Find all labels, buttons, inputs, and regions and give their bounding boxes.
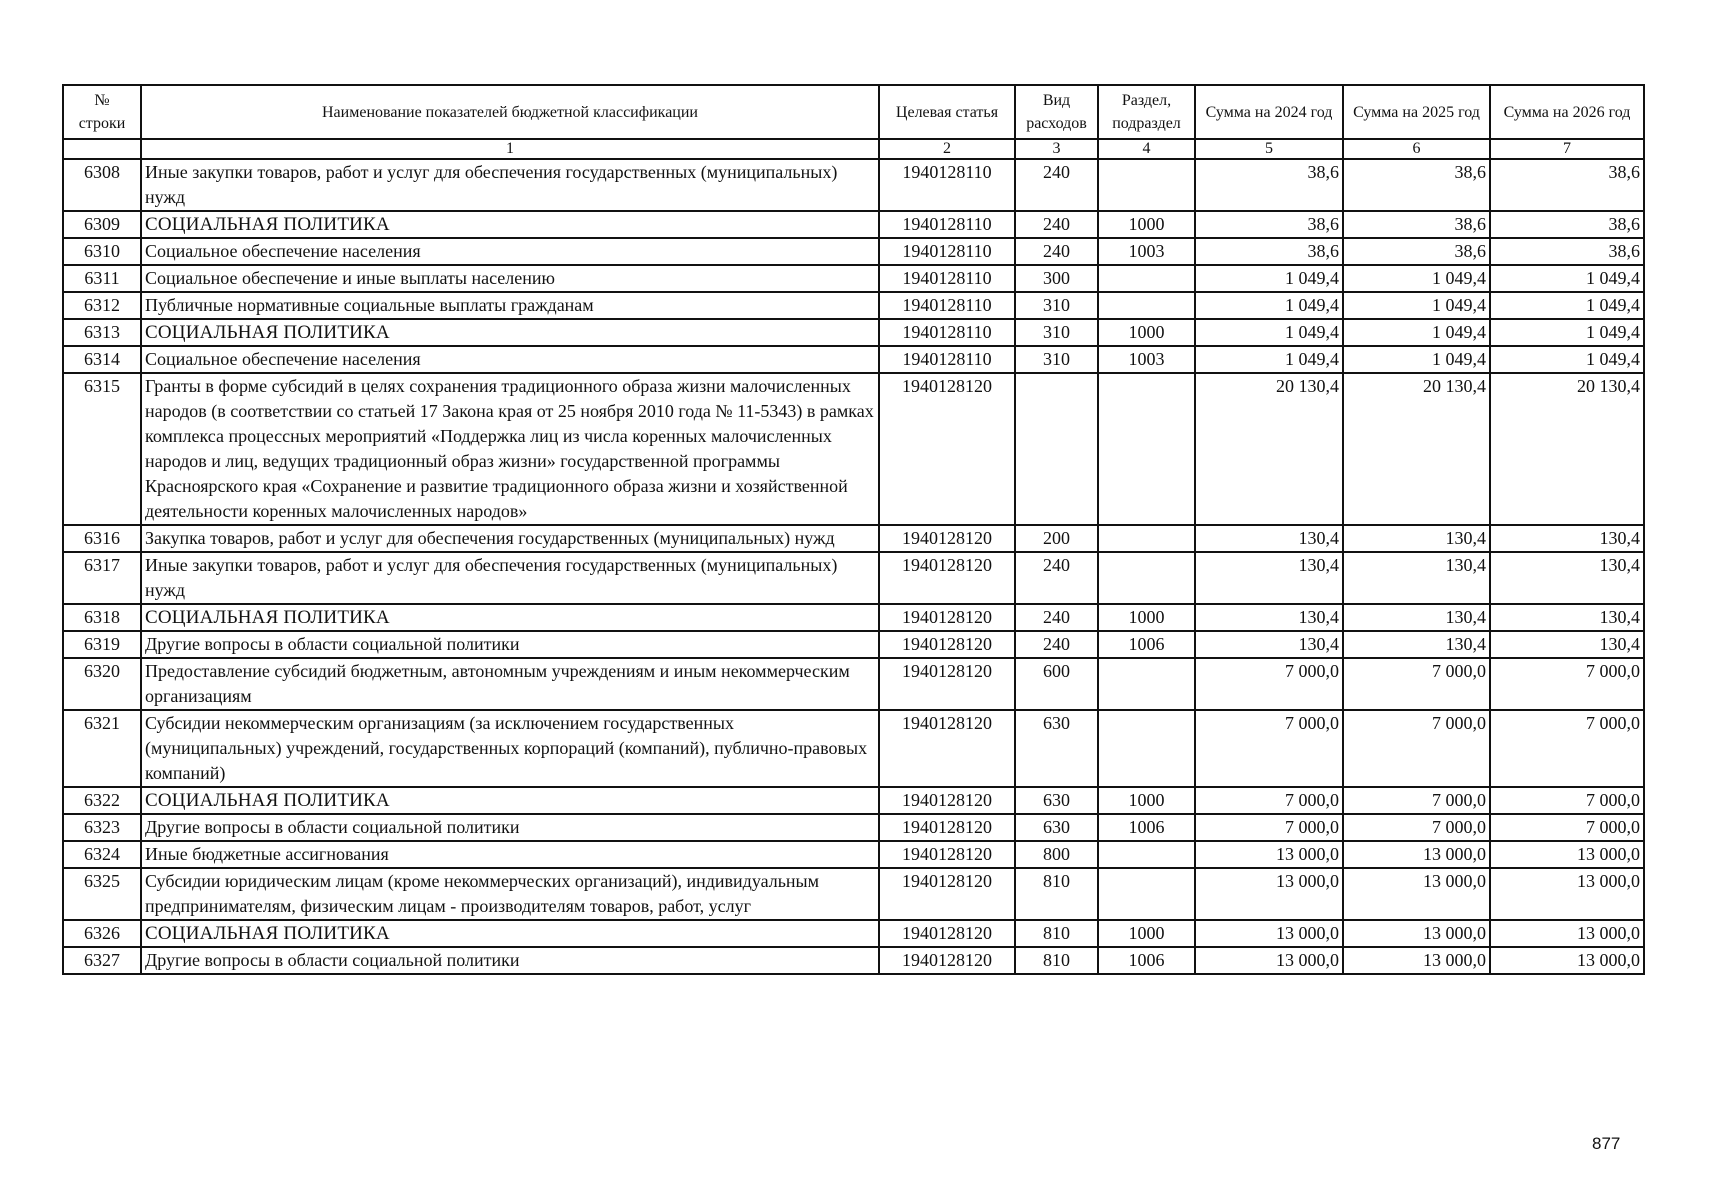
row-sum-2026: 130,4	[1490, 525, 1644, 552]
table-row	[63, 920, 1644, 947]
row-name: Иные закупки товаров, работ и услуг для обеспечения государственных (муниципальных) нужд	[141, 552, 879, 604]
table-row	[63, 787, 1644, 814]
row-target-article: 1940128120	[879, 604, 1015, 631]
column-number: 3	[1015, 139, 1098, 159]
row-number: 6319	[63, 631, 141, 658]
row-sum-2026: 1 049,4	[1490, 346, 1644, 373]
row-sum-2025: 7 000,0	[1343, 814, 1490, 841]
row-sum-2025: 1 049,4	[1343, 319, 1490, 346]
row-sum-2025: 13 000,0	[1343, 841, 1490, 868]
row-sum-2025: 7 000,0	[1343, 710, 1490, 787]
row-section: 1000	[1098, 604, 1195, 631]
row-sum-2024: 130,4	[1195, 604, 1343, 631]
row-name: Другие вопросы в области социальной политики	[141, 631, 879, 658]
table-row	[63, 947, 1644, 974]
row-sum-2024: 1 049,4	[1195, 265, 1343, 292]
row-name: СОЦИАЛЬНАЯ ПОЛИТИКА	[141, 604, 879, 631]
row-name: Социальное обеспечение населения	[141, 238, 879, 265]
column-number	[63, 139, 141, 159]
row-name: Субсидии юридическим лицам (кроме некоммерческих организаций), индивидуальным предпринимателям, физическим лицам - производителям товаров, работ, услуг	[141, 868, 879, 920]
header-sum-2026: Сумма на 2026 год	[1490, 85, 1644, 139]
row-sum-2024: 1 049,4	[1195, 292, 1343, 319]
row-sum-2026: 13 000,0	[1490, 841, 1644, 868]
row-number: 6316	[63, 525, 141, 552]
row-expense-type: 630	[1015, 814, 1098, 841]
row-expense-type: 600	[1015, 658, 1098, 710]
row-target-article: 1940128120	[879, 710, 1015, 787]
table-row	[63, 292, 1644, 319]
row-target-article: 1940128120	[879, 868, 1015, 920]
row-expense-type: 310	[1015, 292, 1098, 319]
column-number: 2	[879, 139, 1015, 159]
row-sum-2025: 1 049,4	[1343, 346, 1490, 373]
row-expense-type: 300	[1015, 265, 1098, 292]
row-target-article: 1940128110	[879, 211, 1015, 238]
row-sum-2026: 7 000,0	[1490, 710, 1644, 787]
row-sum-2026: 130,4	[1490, 552, 1644, 604]
table-row	[63, 373, 1644, 525]
row-sum-2024: 130,4	[1195, 525, 1343, 552]
row-sum-2026: 130,4	[1490, 631, 1644, 658]
row-sum-2024: 13 000,0	[1195, 947, 1343, 974]
row-sum-2026: 7 000,0	[1490, 814, 1644, 841]
row-expense-type: 810	[1015, 868, 1098, 920]
row-section: 1003	[1098, 238, 1195, 265]
row-number: 6323	[63, 814, 141, 841]
header-sum-2025: Сумма на 2025 год	[1343, 85, 1490, 139]
row-sum-2026: 130,4	[1490, 604, 1644, 631]
row-name: Другие вопросы в области социальной политики	[141, 814, 879, 841]
table-row	[63, 346, 1644, 373]
row-section	[1098, 292, 1195, 319]
row-sum-2025: 130,4	[1343, 552, 1490, 604]
header-row-number: № строки	[63, 85, 141, 139]
row-sum-2024: 7 000,0	[1195, 814, 1343, 841]
row-number: 6327	[63, 947, 141, 974]
row-number: 6311	[63, 265, 141, 292]
row-section: 1003	[1098, 346, 1195, 373]
row-sum-2025: 1 049,4	[1343, 292, 1490, 319]
row-name: Субсидии некоммерческим организациям (за исключением государственных (муниципальных) учреждений, государственных корпораций (компаний), публично-правовых компаний)	[141, 710, 879, 787]
row-sum-2026: 13 000,0	[1490, 920, 1644, 947]
row-sum-2024: 7 000,0	[1195, 658, 1343, 710]
row-section: 1000	[1098, 920, 1195, 947]
table-row	[63, 159, 1644, 211]
row-sum-2026: 13 000,0	[1490, 947, 1644, 974]
row-sum-2025: 38,6	[1343, 238, 1490, 265]
row-target-article: 1940128120	[879, 920, 1015, 947]
row-number: 6320	[63, 658, 141, 710]
row-expense-type: 310	[1015, 319, 1098, 346]
row-sum-2026: 1 049,4	[1490, 319, 1644, 346]
row-expense-type: 630	[1015, 710, 1098, 787]
row-target-article: 1940128110	[879, 292, 1015, 319]
row-number: 6315	[63, 373, 141, 525]
row-expense-type: 240	[1015, 552, 1098, 604]
row-sum-2024: 38,6	[1195, 238, 1343, 265]
row-number: 6309	[63, 211, 141, 238]
row-sum-2026: 38,6	[1490, 159, 1644, 211]
row-target-article: 1940128120	[879, 373, 1015, 525]
row-expense-type: 630	[1015, 787, 1098, 814]
row-sum-2025: 1 049,4	[1343, 265, 1490, 292]
row-sum-2024: 38,6	[1195, 211, 1343, 238]
header-section: Раздел, подраздел	[1098, 85, 1195, 139]
row-target-article: 1940128110	[879, 265, 1015, 292]
row-sum-2025: 130,4	[1343, 631, 1490, 658]
row-name: Публичные нормативные социальные выплаты гражданам	[141, 292, 879, 319]
row-sum-2024: 13 000,0	[1195, 920, 1343, 947]
table-row	[63, 631, 1644, 658]
row-sum-2025: 38,6	[1343, 159, 1490, 211]
row-sum-2026: 38,6	[1490, 211, 1644, 238]
row-number: 6322	[63, 787, 141, 814]
row-expense-type	[1015, 373, 1098, 525]
row-sum-2025: 13 000,0	[1343, 947, 1490, 974]
row-number: 6314	[63, 346, 141, 373]
row-name: Гранты в форме субсидий в целях сохранения традиционного образа жизни малочисленных народов (в соответствии со статьей 17 Закона края от 25 ноября 2010 года № 11-5343) в рамках комплекса процессных мероприятий «Поддержка лиц из числа коренных малочисленных народов и лиц, ведущих традиционный образ жизни» государственной программы Красноярского края «Сохранение и развитие традиционного образа жизни и хозяйственной деятельности коренных малочисленных народов»	[141, 373, 879, 525]
row-expense-type: 200	[1015, 525, 1098, 552]
table-row	[63, 265, 1644, 292]
header-target-article: Целевая статья	[879, 85, 1015, 139]
row-sum-2025: 7 000,0	[1343, 658, 1490, 710]
row-sum-2026: 7 000,0	[1490, 787, 1644, 814]
table-row	[63, 211, 1644, 238]
table-row	[63, 238, 1644, 265]
column-number: 6	[1343, 139, 1490, 159]
row-sum-2026: 7 000,0	[1490, 658, 1644, 710]
table-row	[63, 710, 1644, 787]
row-target-article: 1940128110	[879, 346, 1015, 373]
row-section	[1098, 710, 1195, 787]
table-row	[63, 814, 1644, 841]
table-row	[63, 319, 1644, 346]
row-number: 6318	[63, 604, 141, 631]
column-number: 5	[1195, 139, 1343, 159]
row-section	[1098, 552, 1195, 604]
row-target-article: 1940128110	[879, 159, 1015, 211]
row-sum-2024: 130,4	[1195, 631, 1343, 658]
row-section	[1098, 868, 1195, 920]
table-row	[63, 868, 1644, 920]
row-section	[1098, 373, 1195, 525]
row-sum-2024: 13 000,0	[1195, 868, 1343, 920]
row-section: 1006	[1098, 631, 1195, 658]
row-section: 1006	[1098, 947, 1195, 974]
row-sum-2025: 20 130,4	[1343, 373, 1490, 525]
row-section	[1098, 159, 1195, 211]
row-name: Иные закупки товаров, работ и услуг для обеспечения государственных (муниципальных) нужд	[141, 159, 879, 211]
row-number: 6313	[63, 319, 141, 346]
row-expense-type: 810	[1015, 920, 1098, 947]
row-expense-type: 240	[1015, 159, 1098, 211]
row-sum-2024: 20 130,4	[1195, 373, 1343, 525]
row-name: Социальное обеспечение населения	[141, 346, 879, 373]
row-name: Предоставление субсидий бюджетным, автономным учреждениям и иным некоммерческим организациям	[141, 658, 879, 710]
row-section: 1000	[1098, 319, 1195, 346]
row-expense-type: 240	[1015, 631, 1098, 658]
row-sum-2024: 1 049,4	[1195, 346, 1343, 373]
row-name: Иные бюджетные ассигнования	[141, 841, 879, 868]
row-number: 6321	[63, 710, 141, 787]
row-number: 6310	[63, 238, 141, 265]
header-expense-type: Вид расходов	[1015, 85, 1098, 139]
row-sum-2026: 1 049,4	[1490, 292, 1644, 319]
row-section	[1098, 525, 1195, 552]
row-target-article: 1940128120	[879, 525, 1015, 552]
table-body	[63, 159, 1644, 974]
row-expense-type: 240	[1015, 238, 1098, 265]
row-target-article: 1940128110	[879, 319, 1015, 346]
table-row	[63, 658, 1644, 710]
row-sum-2025: 130,4	[1343, 604, 1490, 631]
row-sum-2024: 38,6	[1195, 159, 1343, 211]
table-header	[63, 85, 1644, 159]
row-name: Социальное обеспечение и иные выплаты населению	[141, 265, 879, 292]
row-sum-2025: 7 000,0	[1343, 787, 1490, 814]
row-expense-type: 800	[1015, 841, 1098, 868]
row-sum-2024: 130,4	[1195, 552, 1343, 604]
row-expense-type: 310	[1015, 346, 1098, 373]
row-sum-2025: 38,6	[1343, 211, 1490, 238]
row-section: 1000	[1098, 211, 1195, 238]
row-name: СОЦИАЛЬНАЯ ПОЛИТИКА	[141, 920, 879, 947]
row-sum-2024: 13 000,0	[1195, 841, 1343, 868]
row-target-article: 1940128120	[879, 814, 1015, 841]
row-section: 1000	[1098, 787, 1195, 814]
column-number: 1	[141, 139, 879, 159]
row-target-article: 1940128120	[879, 841, 1015, 868]
budget-classification-table	[62, 84, 1645, 975]
row-sum-2025: 130,4	[1343, 525, 1490, 552]
page-number: 877	[1592, 1134, 1621, 1153]
column-number: 4	[1098, 139, 1195, 159]
row-number: 6325	[63, 868, 141, 920]
row-sum-2026: 13 000,0	[1490, 868, 1644, 920]
row-expense-type: 240	[1015, 211, 1098, 238]
table-row	[63, 841, 1644, 868]
row-sum-2025: 13 000,0	[1343, 920, 1490, 947]
row-number: 6317	[63, 552, 141, 604]
row-name: СОЦИАЛЬНАЯ ПОЛИТИКА	[141, 319, 879, 346]
row-section	[1098, 658, 1195, 710]
row-target-article: 1940128110	[879, 238, 1015, 265]
row-name: СОЦИАЛЬНАЯ ПОЛИТИКА	[141, 787, 879, 814]
row-name: СОЦИАЛЬНАЯ ПОЛИТИКА	[141, 211, 879, 238]
column-number: 7	[1490, 139, 1644, 159]
row-section	[1098, 841, 1195, 868]
table-row	[63, 604, 1644, 631]
table-row	[63, 552, 1644, 604]
row-name: Другие вопросы в области социальной политики	[141, 947, 879, 974]
row-target-article: 1940128120	[879, 552, 1015, 604]
row-target-article: 1940128120	[879, 947, 1015, 974]
row-number: 6326	[63, 920, 141, 947]
row-section: 1006	[1098, 814, 1195, 841]
row-sum-2024: 7 000,0	[1195, 710, 1343, 787]
row-section	[1098, 265, 1195, 292]
row-expense-type: 240	[1015, 604, 1098, 631]
row-number: 6312	[63, 292, 141, 319]
row-target-article: 1940128120	[879, 787, 1015, 814]
header-sum-2024: Сумма на 2024 год	[1195, 85, 1343, 139]
row-sum-2024: 7 000,0	[1195, 787, 1343, 814]
header-name: Наименование показателей бюджетной классификации	[141, 85, 879, 139]
row-sum-2026: 38,6	[1490, 238, 1644, 265]
row-sum-2024: 1 049,4	[1195, 319, 1343, 346]
row-sum-2026: 20 130,4	[1490, 373, 1644, 525]
table-row	[63, 525, 1644, 552]
row-number: 6308	[63, 159, 141, 211]
row-name: Закупка товаров, работ и услуг для обеспечения государственных (муниципальных) нужд	[141, 525, 879, 552]
row-target-article: 1940128120	[879, 658, 1015, 710]
row-expense-type: 810	[1015, 947, 1098, 974]
row-number: 6324	[63, 841, 141, 868]
row-sum-2026: 1 049,4	[1490, 265, 1644, 292]
row-target-article: 1940128120	[879, 631, 1015, 658]
row-sum-2025: 13 000,0	[1343, 868, 1490, 920]
